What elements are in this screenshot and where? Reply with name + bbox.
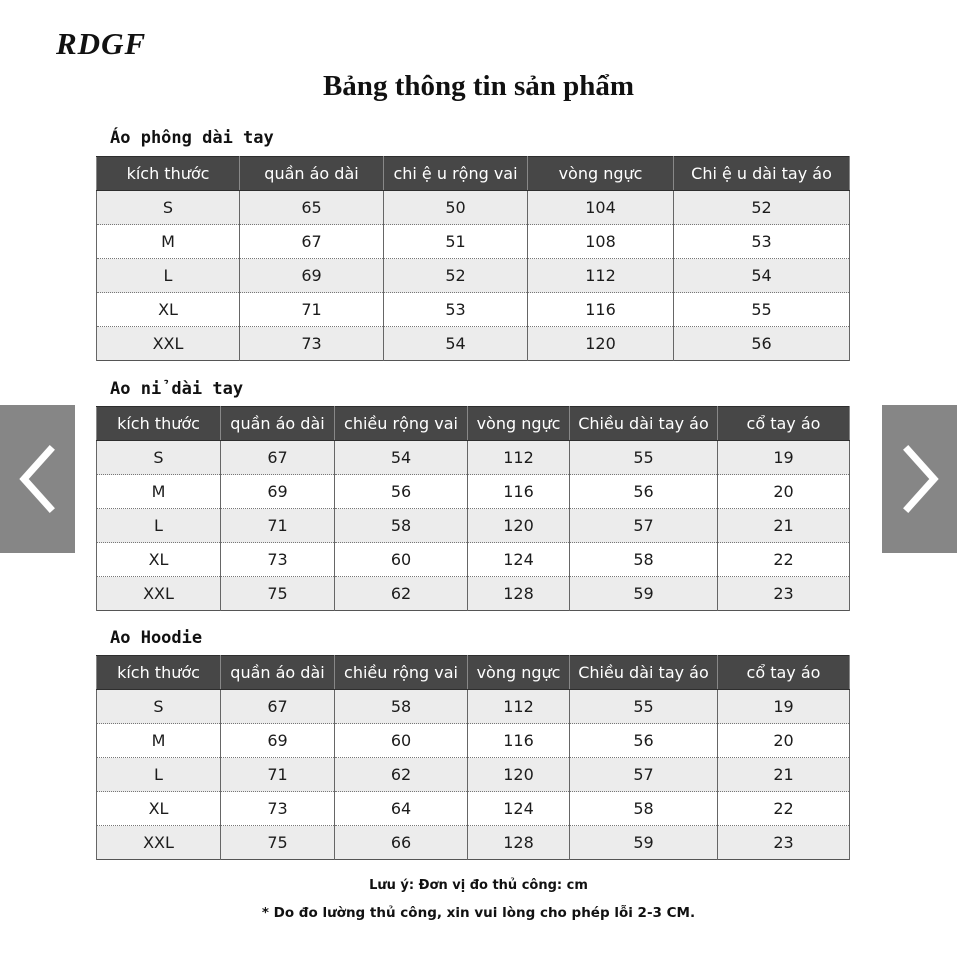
- section-title-hoodie: Ao Hoodie: [110, 628, 203, 648]
- tolerance-note: * Do đo lường thủ công, xin vui lòng cho phép lỗi 2-3 CM.: [261, 905, 696, 921]
- measurement-cell: 65: [240, 191, 384, 225]
- measurement-cell: 56: [674, 327, 850, 361]
- measurement-cell: 67: [221, 441, 335, 475]
- size-cell: S: [97, 191, 240, 225]
- measurement-cell: 64: [335, 792, 468, 826]
- measurement-cell: 67: [240, 225, 384, 259]
- table-header-row: [97, 656, 850, 690]
- measurement-cell: 62: [335, 758, 468, 792]
- table-row: [97, 509, 850, 543]
- column-header: quần áo dài: [240, 157, 384, 191]
- table-row: [97, 475, 850, 509]
- measurement-cell: 69: [240, 259, 384, 293]
- column-header: Chi ệ u dài tay áo: [674, 157, 850, 191]
- column-header: kích thước: [97, 656, 221, 690]
- next-image-button[interactable]: [882, 405, 957, 553]
- size-cell: M: [97, 724, 221, 758]
- measurement-cell: 120: [468, 509, 570, 543]
- measurement-cell: 22: [718, 543, 850, 577]
- measurement-cell: 75: [221, 826, 335, 860]
- measurement-cell: 104: [528, 191, 674, 225]
- size-cell: L: [97, 758, 221, 792]
- measurement-cell: 58: [570, 543, 718, 577]
- measurement-cell: 73: [221, 792, 335, 826]
- size-cell: S: [97, 441, 221, 475]
- measurement-cell: 20: [718, 724, 850, 758]
- measurement-cell: 62: [335, 577, 468, 611]
- chevron-left-icon: [18, 444, 58, 514]
- size-cell: XL: [97, 792, 221, 826]
- measurement-cell: 73: [221, 543, 335, 577]
- measurement-cell: 116: [468, 475, 570, 509]
- table-row: [97, 792, 850, 826]
- measurement-cell: 112: [468, 441, 570, 475]
- measurement-cell: 58: [570, 792, 718, 826]
- size-cell: S: [97, 690, 221, 724]
- chevron-right-icon: [900, 444, 940, 514]
- measurement-cell: 56: [570, 724, 718, 758]
- measurement-cell: 108: [528, 225, 674, 259]
- measurement-cell: 21: [718, 758, 850, 792]
- measurement-cell: 116: [528, 293, 674, 327]
- brand-logo: RDGF: [56, 26, 147, 61]
- size-cell: XL: [97, 543, 221, 577]
- measurement-cell: 50: [384, 191, 528, 225]
- measurement-cell: 57: [570, 509, 718, 543]
- measurement-cell: 54: [384, 327, 528, 361]
- measurement-cell: 116: [468, 724, 570, 758]
- measurement-cell: 23: [718, 577, 850, 611]
- column-header: chi ệ u rộng vai: [384, 157, 528, 191]
- table-row: [97, 293, 850, 327]
- size-cell: XXL: [97, 826, 221, 860]
- measurement-cell: 19: [718, 441, 850, 475]
- measurement-cell: 57: [570, 758, 718, 792]
- measurement-cell: 55: [570, 441, 718, 475]
- table-row: [97, 577, 850, 611]
- page-title: Bảng thông tin sản phẩm: [322, 70, 635, 102]
- measurement-cell: 71: [221, 758, 335, 792]
- unit-note: Lưu ý: Đơn vị đo thủ công: cm: [369, 878, 588, 893]
- measurement-cell: 128: [468, 577, 570, 611]
- measurement-cell: 56: [335, 475, 468, 509]
- section-title-sweatshirt: Ao nỉ dài tay: [110, 379, 244, 399]
- measurement-cell: 69: [221, 475, 335, 509]
- column-header: chiều rộng vai: [335, 407, 468, 441]
- measurement-cell: 120: [528, 327, 674, 361]
- measurement-cell: 54: [674, 259, 850, 293]
- column-header: kích thước: [97, 407, 221, 441]
- measurement-cell: 69: [221, 724, 335, 758]
- table-row: [97, 543, 850, 577]
- table-header-row: [97, 407, 850, 441]
- size-cell: M: [97, 225, 240, 259]
- size-cell: XXL: [97, 577, 221, 611]
- measurement-cell: 73: [240, 327, 384, 361]
- measurement-cell: 71: [240, 293, 384, 327]
- table-row: [97, 826, 850, 860]
- measurement-cell: 53: [384, 293, 528, 327]
- column-header: vòng ngực: [468, 656, 570, 690]
- measurement-cell: 67: [221, 690, 335, 724]
- column-header: quần áo dài: [221, 656, 335, 690]
- measurement-cell: 124: [468, 543, 570, 577]
- measurement-cell: 23: [718, 826, 850, 860]
- column-header: Chiều dài tay áo: [570, 656, 718, 690]
- size-cell: M: [97, 475, 221, 509]
- measurement-cell: 59: [570, 577, 718, 611]
- measurement-cell: 55: [674, 293, 850, 327]
- size-cell: L: [97, 509, 221, 543]
- measurement-cell: 21: [718, 509, 850, 543]
- table-row: [97, 191, 850, 225]
- column-header: vòng ngực: [528, 157, 674, 191]
- column-header: vòng ngực: [468, 407, 570, 441]
- measurement-cell: 54: [335, 441, 468, 475]
- table-header-row: [97, 157, 850, 191]
- measurement-cell: 60: [335, 543, 468, 577]
- measurement-cell: 75: [221, 577, 335, 611]
- column-header: cổ tay áo: [718, 407, 850, 441]
- previous-image-button[interactable]: [0, 405, 75, 553]
- measurement-cell: 20: [718, 475, 850, 509]
- measurement-cell: 128: [468, 826, 570, 860]
- measurement-cell: 56: [570, 475, 718, 509]
- measurement-cell: 53: [674, 225, 850, 259]
- size-table-long-sleeve-tee: [96, 156, 850, 361]
- measurement-cell: 19: [718, 690, 850, 724]
- measurement-cell: 66: [335, 826, 468, 860]
- column-header: chiều rộng vai: [335, 656, 468, 690]
- column-header: Chiều dài tay áo: [570, 407, 718, 441]
- measurement-cell: 52: [674, 191, 850, 225]
- measurement-cell: 52: [384, 259, 528, 293]
- measurement-cell: 120: [468, 758, 570, 792]
- measurement-cell: 124: [468, 792, 570, 826]
- measurement-cell: 51: [384, 225, 528, 259]
- size-cell: XXL: [97, 327, 240, 361]
- section-title-long-sleeve-tee: Áo phông dài tay: [110, 128, 274, 148]
- size-cell: XL: [97, 293, 240, 327]
- size-cell: L: [97, 259, 240, 293]
- size-table-hoodie: [96, 655, 850, 860]
- table-row: [97, 758, 850, 792]
- measurement-cell: 55: [570, 690, 718, 724]
- table-row: [97, 690, 850, 724]
- measurement-cell: 22: [718, 792, 850, 826]
- table-row: [97, 259, 850, 293]
- table-row: [97, 441, 850, 475]
- column-header: cổ tay áo: [718, 656, 850, 690]
- measurement-cell: 58: [335, 690, 468, 724]
- measurement-cell: 60: [335, 724, 468, 758]
- measurement-cell: 112: [528, 259, 674, 293]
- table-row: [97, 327, 850, 361]
- table-row: [97, 225, 850, 259]
- size-table-sweatshirt: [96, 406, 850, 611]
- measurement-cell: 59: [570, 826, 718, 860]
- column-header: quần áo dài: [221, 407, 335, 441]
- measurement-cell: 58: [335, 509, 468, 543]
- measurement-cell: 112: [468, 690, 570, 724]
- table-row: [97, 724, 850, 758]
- column-header: kích thước: [97, 157, 240, 191]
- measurement-cell: 71: [221, 509, 335, 543]
